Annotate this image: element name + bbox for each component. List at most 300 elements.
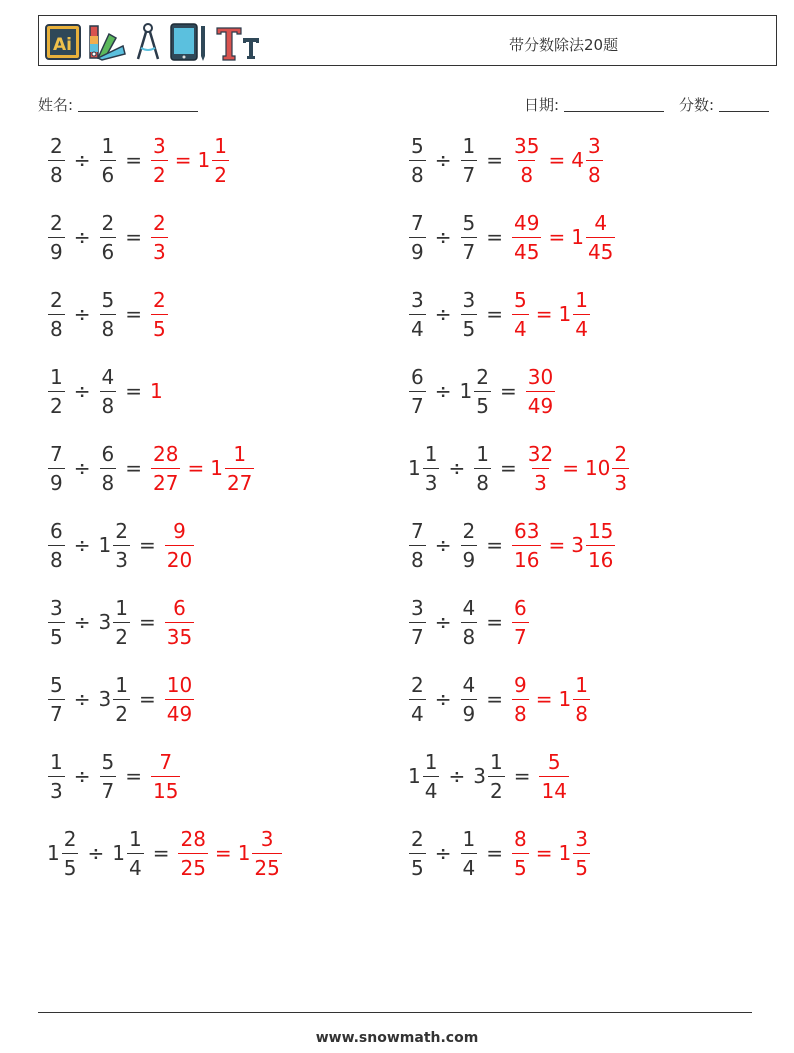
divide-sign: ÷ <box>73 379 91 403</box>
answer-result-denominator: 8 <box>518 160 535 185</box>
dividend-numerator: 1 <box>424 749 438 774</box>
divisor-numerator: 1 <box>462 133 476 158</box>
answer-result <box>511 595 530 649</box>
answer-simplified <box>558 826 591 880</box>
divisor-denominator: 4 <box>127 853 144 878</box>
answer-simplified-whole: 1 <box>197 148 211 172</box>
dividend-whole: 1 <box>408 456 421 480</box>
divisor-numerator: 2 <box>476 364 489 389</box>
dividend <box>47 441 66 495</box>
answer-simplified-whole: 1 <box>558 687 572 711</box>
answer-simplified-fraction <box>586 133 603 187</box>
divisor-numerator: 5 <box>101 749 115 774</box>
divide-sign: ÷ <box>448 456 466 480</box>
problem-item <box>408 667 591 731</box>
answer-equals-sign: = <box>562 456 579 480</box>
divisor-fraction <box>100 287 117 341</box>
divisor-denominator: 2 <box>488 776 505 801</box>
divide-sign: ÷ <box>434 148 452 172</box>
answer <box>150 210 169 264</box>
divisor-denominator: 8 <box>474 468 491 493</box>
answer-result <box>511 826 530 880</box>
dividend <box>47 210 66 264</box>
name-blank[interactable] <box>78 96 198 112</box>
problem-item <box>408 205 616 269</box>
divisor <box>460 287 479 341</box>
answer-simplified <box>237 826 283 880</box>
dividend-fraction <box>409 518 426 572</box>
divisor-fraction <box>113 595 130 649</box>
dividend <box>408 749 440 803</box>
answer-simplified-numerator: 15 <box>587 518 614 543</box>
equals-sign: = <box>486 225 503 249</box>
answer-result-denominator: 5 <box>151 314 168 339</box>
answer-simplified-fraction <box>573 672 590 726</box>
answer-simplified-whole: 1 <box>237 841 251 865</box>
divisor-fraction <box>461 133 478 187</box>
answer <box>511 672 591 726</box>
answer-result-fraction <box>539 749 568 803</box>
answer <box>164 672 195 726</box>
answer-result-denominator: 8 <box>512 699 529 724</box>
answer-simplified-fraction <box>573 287 590 341</box>
dividend <box>47 826 79 880</box>
answer-result-numerator: 10 <box>166 672 193 697</box>
divide-sign: ÷ <box>434 533 452 557</box>
answer-result-denominator: 4 <box>512 314 529 339</box>
answer-result-fraction <box>151 287 168 341</box>
divisor-numerator: 1 <box>128 826 142 851</box>
divisor-fraction <box>100 749 117 803</box>
answer-simplified-denominator: 5 <box>573 853 590 878</box>
equals-sign: = <box>486 687 503 711</box>
equals-sign: = <box>138 533 156 557</box>
problem-item <box>408 436 630 500</box>
dividend-fraction <box>62 826 79 880</box>
dividend-denominator: 9 <box>48 468 65 493</box>
name-label: 姓名: <box>38 96 74 114</box>
divisor <box>99 210 118 264</box>
answer-result <box>150 133 169 187</box>
answer-simplified-denominator: 4 <box>573 314 590 339</box>
equals-sign: = <box>513 764 531 788</box>
answer <box>538 749 569 803</box>
problem-item <box>47 282 169 346</box>
answer-simplified <box>571 133 603 187</box>
answer-result <box>525 364 556 418</box>
dividend-denominator: 4 <box>423 776 440 801</box>
answer-result-numerator: 49 <box>514 210 540 235</box>
answer-result-numerator: 9 <box>514 672 527 697</box>
divisor-denominator: 6 <box>100 160 117 185</box>
divisor-numerator: 5 <box>101 287 115 312</box>
dividend-fraction <box>48 595 65 649</box>
answer <box>525 364 556 418</box>
dividend-numerator: 5 <box>50 672 63 697</box>
divisor-fraction <box>113 518 130 572</box>
answer-simplified-denominator: 16 <box>586 545 615 570</box>
answer-result-numerator: 35 <box>514 133 540 158</box>
divisor <box>99 287 118 341</box>
answer-result <box>150 379 164 403</box>
problem-item <box>408 513 616 577</box>
divisor-fraction <box>100 133 117 187</box>
answer-result-numerator: 5 <box>514 287 527 312</box>
answer-result-numerator: 28 <box>180 826 206 851</box>
divisor-numerator: 2 <box>115 518 128 543</box>
divisor-denominator: 8 <box>100 314 117 339</box>
dividend-whole: 1 <box>408 764 421 788</box>
dividend-denominator: 5 <box>48 622 65 647</box>
answer-equals-sign: = <box>548 533 566 557</box>
dividend-numerator: 2 <box>63 826 77 851</box>
dividend-numerator: 2 <box>50 287 63 312</box>
answer-result-denominator: 3 <box>151 237 168 262</box>
equals-sign: = <box>138 687 156 711</box>
divisor-whole: 1 <box>112 841 125 865</box>
dividend <box>47 287 66 341</box>
footer-divider <box>38 1012 752 1013</box>
answer-result-numerator: 2 <box>153 210 166 235</box>
divisor-numerator: 1 <box>115 595 128 620</box>
answer-result <box>150 287 169 341</box>
divisor-numerator: 1 <box>489 749 503 774</box>
dividend-numerator: 1 <box>50 364 63 389</box>
answer-equals-sign: = <box>174 148 192 172</box>
answer-simplified-denominator: 8 <box>573 699 590 724</box>
answer-simplified <box>571 518 616 572</box>
answer <box>150 379 164 403</box>
equals-sign: = <box>125 456 142 480</box>
answer-simplified-denominator: 3 <box>612 468 629 493</box>
answer-simplified <box>584 441 630 495</box>
dividend-denominator: 5 <box>409 853 426 878</box>
answer-simplified-denominator: 45 <box>586 237 615 262</box>
dividend-fraction <box>48 518 65 572</box>
divisor-denominator: 7 <box>461 237 478 262</box>
equals-sign: = <box>486 302 503 326</box>
divisor-fraction <box>488 749 505 803</box>
divisor-fraction <box>100 210 117 264</box>
divisor-fraction <box>461 672 478 726</box>
equals-sign: = <box>125 764 142 788</box>
answer-simplified-fraction <box>586 210 615 264</box>
answer-result-fraction <box>165 595 194 649</box>
header-icons <box>45 22 261 62</box>
dividend <box>408 441 440 495</box>
problem-item <box>47 436 255 500</box>
dividend <box>408 595 427 649</box>
answer-result-numerator: 7 <box>159 749 173 774</box>
dividend-fraction <box>409 672 426 726</box>
answer-simplified-numerator: 3 <box>587 133 601 158</box>
dividend-numerator: 6 <box>411 364 424 389</box>
answer-simplified-whole: 1 <box>558 841 572 865</box>
answer-result <box>511 518 542 572</box>
answer-result <box>525 441 556 495</box>
divisor-fraction <box>100 441 117 495</box>
answer-simplified-whole: 4 <box>571 148 584 172</box>
divisor <box>99 133 118 187</box>
divide-sign: ÷ <box>434 610 452 634</box>
problem-item <box>47 667 195 731</box>
answer-simplified-fraction <box>573 826 590 880</box>
answer-result-denominator: 15 <box>151 776 180 801</box>
dividend-fraction <box>423 749 440 803</box>
answer <box>150 133 230 187</box>
answer-simplified <box>558 672 591 726</box>
dividend-numerator: 6 <box>50 518 63 543</box>
divisor-fraction <box>461 595 478 649</box>
answer <box>511 826 591 880</box>
divisor <box>98 672 131 726</box>
answer-result-fraction <box>526 441 555 495</box>
answer-result-denominator: 7 <box>512 622 529 647</box>
answer-result-fraction <box>165 518 194 572</box>
score-label: 分数: <box>679 96 715 114</box>
answer-result-fraction <box>512 518 541 572</box>
divisor-numerator: 1 <box>476 441 489 466</box>
dividend-fraction <box>409 595 426 649</box>
answer-result-fraction <box>151 749 180 803</box>
answer-simplified-numerator: 1 <box>575 672 588 697</box>
equals-sign: = <box>125 379 142 403</box>
dividend <box>47 364 66 418</box>
answer-result-fraction <box>151 133 168 187</box>
score-field[interactable] <box>679 94 769 115</box>
answer-result-denominator: 16 <box>512 545 541 570</box>
answer-simplified-numerator: 3 <box>575 826 588 851</box>
divisor-numerator: 3 <box>462 287 476 312</box>
equals-sign: = <box>152 841 170 865</box>
dividend-denominator: 8 <box>48 314 65 339</box>
answer-equals-sign: = <box>548 225 566 249</box>
dividend-fraction <box>48 210 65 264</box>
answer-result-denominator: 35 <box>165 622 194 647</box>
divisor-whole: 3 <box>98 610 112 634</box>
divisor <box>473 441 492 495</box>
answer-result-fraction <box>512 133 541 187</box>
dividend-numerator: 2 <box>50 133 63 158</box>
divisor <box>460 826 479 880</box>
dividend <box>408 287 427 341</box>
answer-simplified-numerator: 1 <box>214 133 227 158</box>
answer-result <box>150 210 169 264</box>
answer-result-denominator: 2 <box>151 160 168 185</box>
answer-result-fraction <box>178 826 207 880</box>
answer-simplified-denominator: 2 <box>212 160 229 185</box>
answer-simplified-denominator: 8 <box>586 160 603 185</box>
divisor-denominator: 7 <box>100 776 117 801</box>
answer <box>511 133 604 187</box>
divide-sign: ÷ <box>448 764 466 788</box>
divisor-numerator: 2 <box>462 518 476 543</box>
divisor <box>459 364 492 418</box>
problem-item <box>47 744 181 808</box>
divide-sign: ÷ <box>434 302 452 326</box>
answer-result-numerator: 5 <box>547 749 561 774</box>
dividend-numerator: 7 <box>411 210 424 235</box>
problem-item <box>408 821 591 885</box>
date-field[interactable] <box>524 94 664 115</box>
answer-result-denominator: 20 <box>165 545 194 570</box>
answer <box>511 210 616 264</box>
problem-item <box>408 744 570 808</box>
compass-icon <box>133 22 163 62</box>
dividend-numerator: 2 <box>411 672 424 697</box>
divisor <box>460 672 479 726</box>
dividend-numerator: 5 <box>411 133 424 158</box>
divide-sign: ÷ <box>73 225 91 249</box>
divisor-numerator: 4 <box>462 595 476 620</box>
answer-result <box>164 518 195 572</box>
answer-result <box>538 749 569 803</box>
dividend <box>408 672 427 726</box>
answer-equals-sign: = <box>214 841 232 865</box>
divisor <box>473 749 505 803</box>
worksheet-title: 带分数除法20题 <box>509 36 619 54</box>
divisor-whole: 1 <box>98 533 112 557</box>
answer-result-denominator: 25 <box>178 853 207 878</box>
divisor-fraction <box>461 287 478 341</box>
footer-url[interactable]: www.snowmath.com <box>315 1030 479 1046</box>
answer-simplified <box>197 133 230 187</box>
divisor <box>460 210 479 264</box>
problem-item <box>47 205 169 269</box>
dividend-denominator: 8 <box>48 545 65 570</box>
tablet-pen-icon <box>169 22 209 62</box>
problem-item <box>408 282 591 346</box>
answer-result-numerator: 32 <box>527 441 554 466</box>
answer-simplified-whole: 1 <box>571 225 584 249</box>
dividend-denominator: 4 <box>409 314 426 339</box>
answer-result-numerator: 6 <box>173 595 186 620</box>
divisor-denominator: 2 <box>113 699 130 724</box>
dividend-numerator: 2 <box>50 210 63 235</box>
name-field[interactable] <box>38 94 198 115</box>
color-swatch-icon <box>87 22 127 62</box>
answer-simplified-numerator: 4 <box>594 210 608 235</box>
dividend <box>47 595 66 649</box>
dividend-numerator: 7 <box>50 441 63 466</box>
divisor-denominator: 9 <box>461 699 478 724</box>
divide-sign: ÷ <box>73 610 91 634</box>
dividend <box>47 672 66 726</box>
answer-result-numerator: 28 <box>153 441 179 466</box>
dividend <box>47 749 66 803</box>
divisor <box>98 518 131 572</box>
answer-result-numerator: 3 <box>153 133 166 158</box>
divisor-fraction <box>461 826 478 880</box>
answer-result-fraction <box>512 595 529 649</box>
dividend-fraction <box>48 287 65 341</box>
divisor-denominator: 3 <box>113 545 130 570</box>
score-blank[interactable] <box>719 96 769 112</box>
dividend-denominator: 2 <box>48 391 65 416</box>
answer-result-denominator: 49 <box>526 391 555 416</box>
divide-sign: ÷ <box>73 687 91 711</box>
answer-result-fraction <box>512 672 529 726</box>
answer-result-fraction <box>151 210 168 264</box>
equals-sign: = <box>499 379 517 403</box>
dividend-fraction <box>48 672 65 726</box>
dividend-numerator: 7 <box>411 518 424 543</box>
date-blank[interactable] <box>564 96 664 112</box>
dividend-denominator: 8 <box>48 160 65 185</box>
divisor-numerator: 1 <box>101 133 115 158</box>
divisor <box>98 595 131 649</box>
dividend-denominator: 3 <box>423 468 440 493</box>
divisor-denominator: 9 <box>461 545 478 570</box>
answer-result-denominator: 5 <box>512 853 529 878</box>
text-size-icon <box>215 22 261 62</box>
answer-result <box>150 441 181 495</box>
answer-simplified-numerator: 1 <box>233 441 247 466</box>
divisor-fraction <box>127 826 144 880</box>
svg-text:Ai: Ai <box>53 35 72 55</box>
answer-simplified-fraction <box>252 826 281 880</box>
dividend <box>408 210 427 264</box>
dividend-fraction <box>48 749 65 803</box>
problem-item <box>408 590 530 654</box>
answer-simplified-fraction <box>212 133 229 187</box>
divisor-numerator: 6 <box>101 441 115 466</box>
answer-simplified-numerator: 3 <box>260 826 274 851</box>
dividend-fraction <box>409 364 426 418</box>
answer-simplified-whole: 3 <box>571 533 584 557</box>
illustrator-icon <box>45 24 81 60</box>
answer-result-numerator: 8 <box>514 826 527 851</box>
equals-sign: = <box>125 225 142 249</box>
divisor <box>99 364 118 418</box>
answer-simplified <box>571 210 616 264</box>
divide-sign: ÷ <box>73 533 91 557</box>
divide-sign: ÷ <box>73 148 91 172</box>
equals-sign: = <box>486 610 503 634</box>
divide-sign: ÷ <box>73 456 91 480</box>
divisor-denominator: 8 <box>461 622 478 647</box>
divisor-denominator: 5 <box>474 391 491 416</box>
date-label: 日期: <box>524 96 560 114</box>
equals-sign: = <box>499 456 517 480</box>
divisor <box>112 826 144 880</box>
divisor-fraction <box>461 210 478 264</box>
dividend-denominator: 7 <box>409 391 426 416</box>
divide-sign: ÷ <box>434 379 452 403</box>
answer-simplified-numerator: 2 <box>614 441 628 466</box>
answer <box>511 595 530 649</box>
answer-simplified-denominator: 25 <box>252 853 281 878</box>
dividend-numerator: 2 <box>411 826 424 851</box>
answer-result <box>511 210 542 264</box>
answer-result-fraction <box>512 287 529 341</box>
answer-result-numerator: 2 <box>153 287 166 312</box>
answer-simplified-fraction <box>225 441 254 495</box>
divisor-numerator: 4 <box>101 364 115 389</box>
dividend-fraction <box>48 133 65 187</box>
header-box <box>38 15 777 66</box>
answer-simplified-whole: 1 <box>558 302 572 326</box>
answer-equals-sign: = <box>535 687 553 711</box>
divisor-numerator: 4 <box>462 672 476 697</box>
answer-simplified-fraction <box>612 441 629 495</box>
dividend-whole: 1 <box>47 841 60 865</box>
answer-result-fraction <box>165 672 194 726</box>
divisor <box>99 749 118 803</box>
dividend-denominator: 9 <box>409 237 426 262</box>
answer-result <box>164 672 195 726</box>
dividend-fraction <box>423 441 440 495</box>
